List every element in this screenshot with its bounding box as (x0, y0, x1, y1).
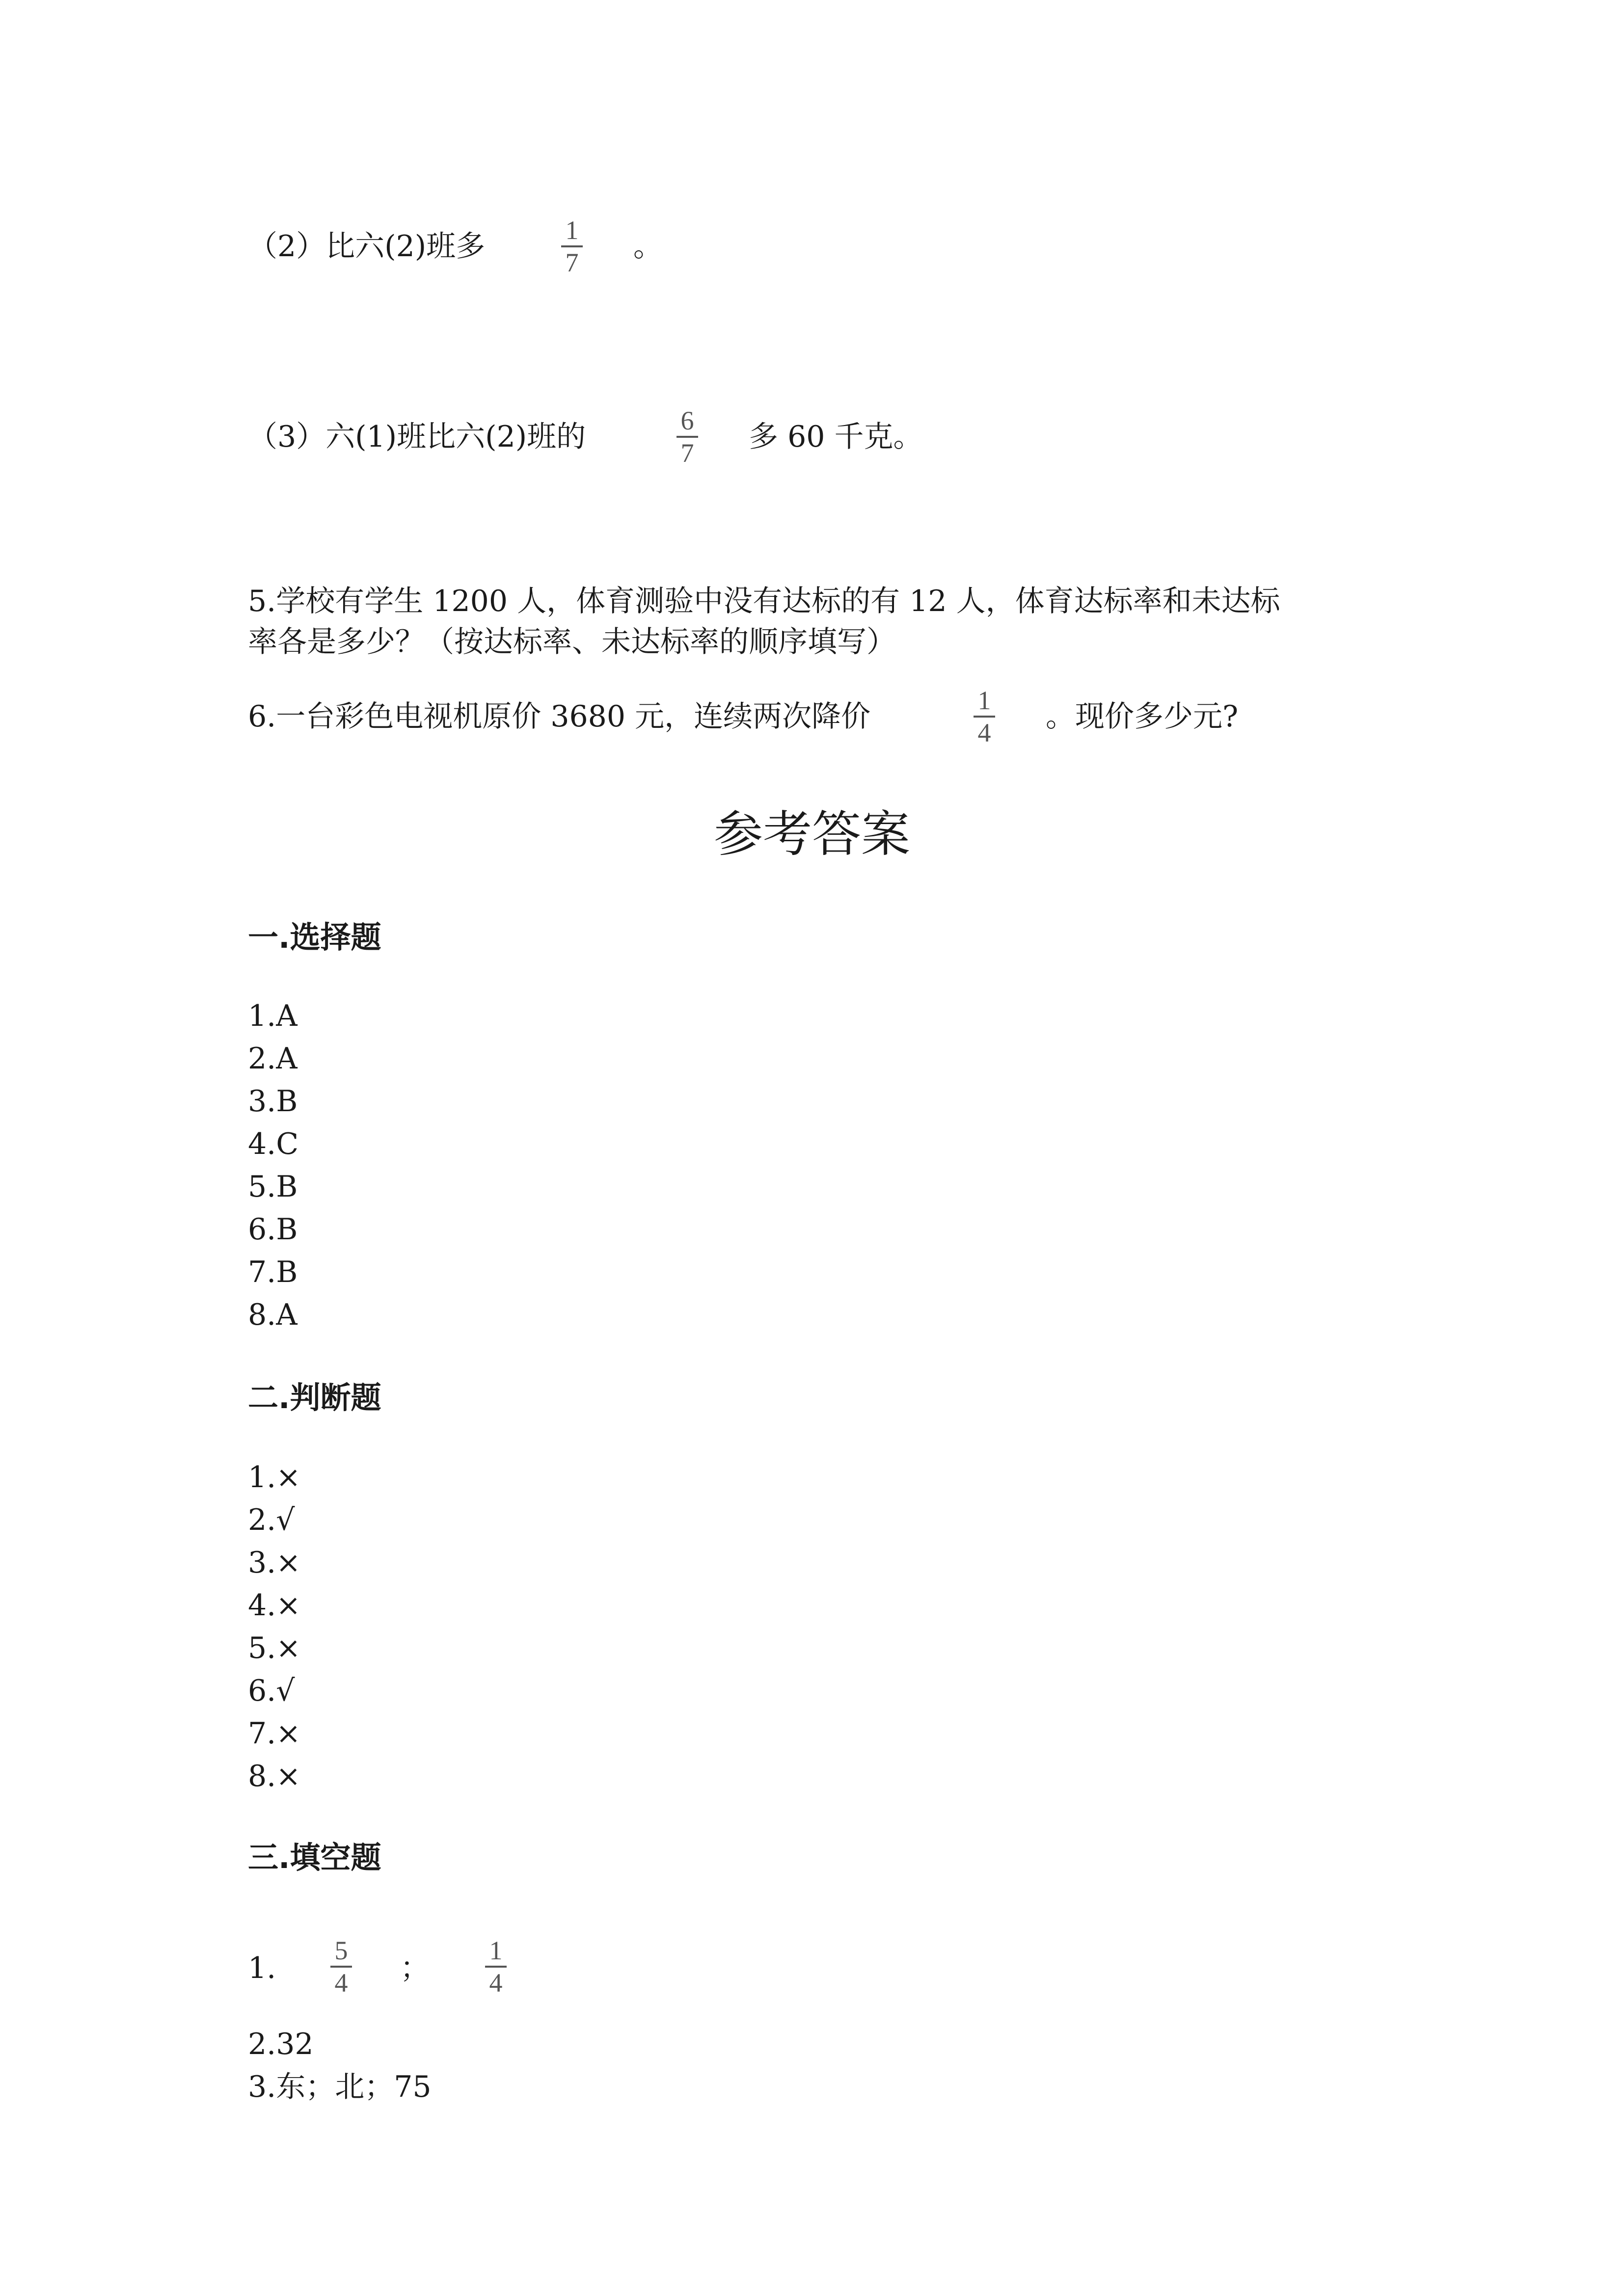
question-6-suffix: 。现价多少元? (1046, 699, 1239, 734)
answer-item: 7.× (248, 1716, 301, 1751)
fraction-bar (330, 1966, 352, 1968)
answer-item: 4.× (248, 1588, 301, 1623)
fraction-bar (974, 716, 995, 718)
answer-item-1-prefix: 1. (248, 1951, 276, 1985)
fraction-denominator: 4 (334, 1968, 348, 1998)
answer-item: 6.√ (248, 1674, 295, 1708)
answer-separator: ； (400, 1951, 430, 1985)
answer-item: 3.B (248, 1084, 298, 1119)
answer-item: 2.32 (248, 2027, 314, 2061)
answer-key-title: 参考答案 (714, 805, 910, 863)
answer-item: 6.B (248, 1212, 298, 1247)
question-5-line-2: 率各是多少？（按达标率、未达标率的顺序填写） (248, 625, 896, 659)
fraction-denominator: 7 (565, 248, 579, 277)
answer-item: 3.东；北；75 (248, 2070, 432, 2104)
fraction-numerator: 6 (680, 406, 694, 435)
question-4-2-prefix: （2）比六(2)班多 (248, 229, 486, 264)
fraction-numerator: 1 (977, 686, 991, 715)
section-heading-fill-blank: 三.填空题 (248, 1840, 381, 1875)
answer-item: 5.× (248, 1631, 301, 1665)
question-4-3-fraction (673, 406, 702, 467)
question-5-line-1: 5.学校有学生 1200 人，体育测验中没有达标的有 12 人，体育达标率和未达标 (248, 584, 1280, 618)
section-heading-choice: 一.选择题 (248, 919, 381, 955)
answer-item: 2.√ (248, 1503, 295, 1537)
answer-item: 1.A (248, 999, 298, 1033)
answer-item: 5.B (248, 1170, 298, 1204)
answer-item: 3.× (248, 1546, 301, 1580)
fraction-denominator: 7 (680, 438, 694, 468)
answer-fraction-1 (326, 1936, 356, 1997)
answer-item: 7.B (248, 1255, 298, 1289)
answer-item: 4.C (248, 1127, 299, 1161)
answer-fraction-2 (481, 1936, 511, 1997)
answer-item: 1.× (248, 1460, 301, 1495)
fraction-numerator: 5 (334, 1936, 348, 1965)
fraction-numerator: 1 (489, 1936, 503, 1965)
question-4-2-suffix: 。 (633, 229, 663, 264)
fraction-denominator: 4 (977, 718, 991, 748)
answer-item: 2.A (248, 1041, 298, 1076)
fraction-bar (485, 1966, 507, 1968)
fraction-denominator: 4 (489, 1968, 503, 1998)
question-6-prefix: 6.一台彩色电视机原价 3680 元，连续两次降价 (248, 699, 871, 734)
answer-item: 8.A (248, 1298, 298, 1332)
fraction-bar (677, 436, 698, 438)
section-heading-judgement: 二.判断题 (248, 1380, 381, 1415)
question-4-3-prefix: （3）六(1)班比六(2)班的 (248, 420, 586, 454)
question-4-3-suffix: 多 60 千克。 (749, 420, 923, 454)
question-6-fraction (970, 686, 999, 747)
answer-item: 8.× (248, 1759, 301, 1793)
fraction-bar (561, 245, 583, 247)
fraction-numerator: 1 (565, 215, 579, 245)
question-4-2-fraction (557, 216, 587, 277)
